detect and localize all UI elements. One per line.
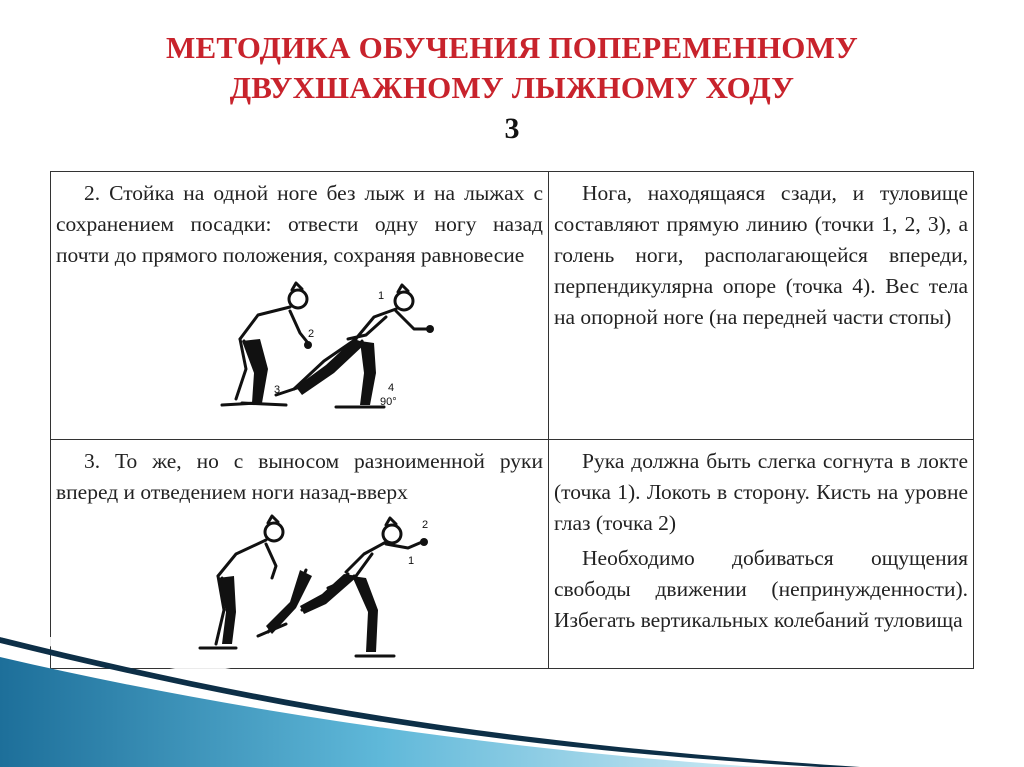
figure-label: 4 [388, 382, 395, 394]
exercise-cell [51, 172, 549, 440]
title-line-1: МЕТОДИКА ОБУЧЕНИЯ ПОПЕРЕМЕННОМУ [166, 30, 858, 65]
exercise-text: 3. То же, но с выносом разноименной руки вперед и отведением ноги назад-вверх [56, 449, 543, 504]
notes-cell [549, 172, 974, 440]
figure-label: 1 [408, 555, 415, 567]
slide-title [0, 28, 1024, 108]
note-text: Нога, находящаяся сзади, и туловище составляют прямую линию (точки 1, 2, 3), а голень ноги, располагающейся впереди, перпендикулярна опоре (точка 4). Вес тела на опорной ноге (на передней части стопы) [554, 181, 968, 329]
decorative-swoosh [0, 637, 1024, 767]
table-row [51, 440, 974, 669]
note-text: Рука должна быть слегка согнута в локте (точка 1). Локоть в сторону. Кисть на уровне глаз (точка 2) [554, 449, 968, 535]
skier-figure-stance [216, 277, 476, 427]
figure-label: 2 [422, 519, 429, 531]
note-text: Необходимо добиваться ощущения свободы движении (непринужденности). Избегать вертикальных колебаний туловища [554, 546, 968, 632]
figure-label: 3 [274, 384, 281, 396]
method-table [50, 171, 974, 669]
table-row [51, 172, 974, 440]
exercise-cell [51, 440, 549, 669]
exercise-text: 2. Стойка на одной ноге без лыж и на лыжах с сохранением посадки: отвести одну ногу назад почти до прямого положения, сохраняя равновесие [56, 181, 543, 267]
figure-label: 2 [308, 328, 315, 340]
slide-number: 3 [504, 112, 520, 145]
title-line-2: ДВУХШАЖНОМУ ЛЫЖНОМУ ХОДУ [229, 70, 795, 105]
figure-label: 1 [378, 290, 385, 302]
notes-cell [549, 440, 974, 669]
figure-label: 90° [380, 396, 397, 408]
